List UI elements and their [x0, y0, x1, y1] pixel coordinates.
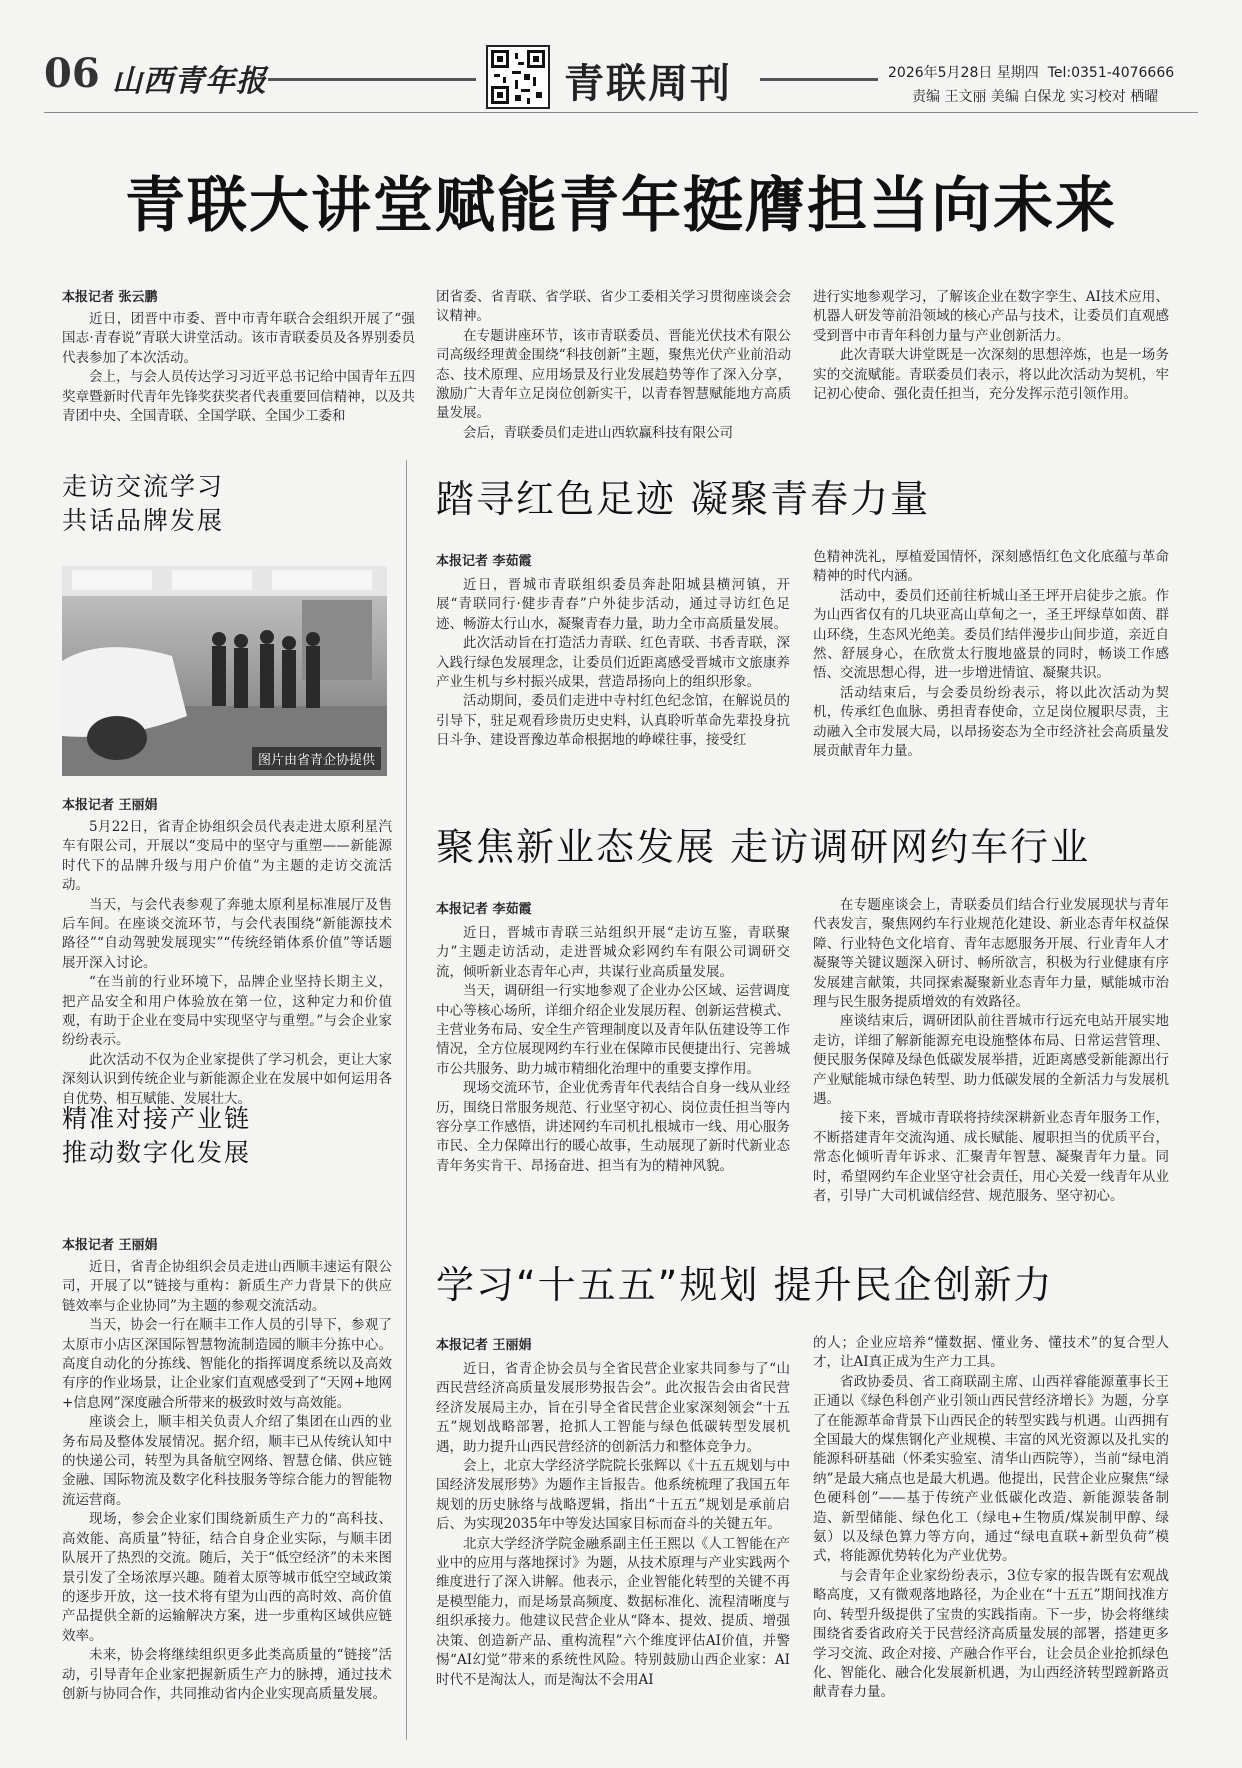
newspaper-logo: 山西青年报 [112, 64, 267, 99]
paragraph: 活动期间，委员们走进中寺村红色纪念馆，在解说员的引导下，驻足观看珍贵历史史料，认真聆听革命先辈投身抗日斗争、建设晋豫边革命根据地的峥嵘往事，接受红 [436, 693, 790, 749]
paragraph: 活动中，委员们还前往析城山圣王坪开启徒步之旅。作为山西省仅有的几块亚高山草甸之一，圣王坪绿草如茵、群山环绕，生态风光绝美。委员们结伴漫步山间步道，亲近自然、舒展身心，在欣赏太行腹地盛景的同时，畅谈工作感悟、交流思想心得，进一步增进情谊、凝聚共识。 [813, 587, 1169, 682]
telephone: Tel:0351-4076666 [1047, 65, 1175, 81]
side2-title [62, 1102, 251, 1170]
paragraph: 此次活动旨在打造活力青联、红色青联、书香青联，深入践行绿色发展理念，让委员们近距离感受晋城市文旅康养产业生机与乡村振兴成果，营造昂扬向上的组织形象。 [436, 635, 790, 691]
paragraph: 此次活动不仅为企业家提供了学习机会，更让大家深刻认识到传统企业与新能源企业在发展中如何运用各自优势、相互赋能、发展壮大。 [62, 1051, 392, 1107]
paragraph: 在专题座谈会上，青联委员们结合行业发展现状与青年代表发言，聚焦网约车行业规范化建设、新业态青年权益保障、行业特色文化培育、青年志愿服务开展、行业青年人才凝聚等关键议题深入研讨、畅所欲言，积极为行业健康有序发展建言献策，共同探索凝聚新业态青年力量，赋能城市治理与民生服务提质增效的有效路径。 [813, 897, 1169, 1011]
paragraph: 近日，晋城市青联组织委员奔赴阳城县横河镇，开展“青联同行·健步青春”户外徒步活动，通过寻访红色足迹、畅游太行山水，凝聚青春力量，助力全市高质量发展。 [436, 577, 790, 632]
paragraph: 近日，省青企协组织会员走进山西顺丰速运有限公司，开展了以“链接与重构：新质生产力背景下的供应链效率与企业协同”为主题的参观交流活动。 [62, 1259, 392, 1314]
paragraph: 与会青年企业家纷纷表示，3位专家的报告既有宏观战略高度，又有微观落地路径，为企业在“十五五”期间找准方向、转型升级提供了宝贵的实践指南。下一步，协会将继续围绕省委省政府关于民营经济高质量发展的部署，搭建更多学习交流、政企对接、产融合作平台，让会员企业抢抓绿色化、智能化、融合化发展新机遇，为山西经济转型蹚新路贡献青春力量。 [813, 1567, 1169, 1701]
paragraph: 近日，省青企协会员与全省民营企业家共同参与了“山西民营经济高质量发展形势报告会”。此次报告会由省民营经济发展局主办，旨在引导全省民营企业家深刻领会“十五五”规划战略部署，抢抓人工智能与绿色低碳转型发展机遇，助力提升山西民营经济的创新活力和整体竞争力。 [436, 1361, 790, 1455]
article3-title: 聚焦新业态发展 走访调研网约车行业 [436, 825, 1091, 869]
paragraph: “在当前的行业环境下，品牌企业坚持长期主义，把产品安全和用户体验放在第一位，这种定力和价值观，有助于企业在变局中实现坚守与重塑。”与会企业家纷纷表示。 [62, 974, 392, 1049]
masthead-divider [44, 112, 1198, 113]
side2-byline: 本报记者 王丽娟 [62, 1238, 158, 1253]
paragraph: 团省委、省青联、省学联、省少工委相关学习贯彻座谈会会议精神。 [436, 289, 791, 325]
paragraph: 未来，协会将继续组织更多此类高质量的“链接”活动，引导青年企业家把握新质生产力的脉搏，通过技术创新与协同合作，共同推动省内企业实现高质量发展。 [62, 1647, 392, 1702]
side2-title-line1: 精准对接产业链 [62, 1104, 252, 1133]
paragraph: 当天，调研组一行实地参观了企业办公区域、运营调度中心等核心场所，详细介绍企业发展历程、创新运营模式、主营业务布局、安全生产管理制度以及青年队伍建设等工作情况，全方位展现网约车行业在保障市民便捷出行、完善城市公共服务、助力城市精细化治理中的重要支撑作用。 [436, 983, 790, 1077]
lead-column-1 [62, 310, 415, 426]
side2-title-line2: 推动数字化发展 [62, 1138, 252, 1167]
paragraph: 现场交流环节，企业优秀青年代表结合自身一线从业经历，围绕日常服务规范、行业坚守初心、岗位责任担当等内容分享工作感悟，讲述网约车司机扎根城市一线、用心服务市民、全力保障出行的暖心故事，生动展现了新时代新业态青年务实肯干、昂扬奋进、担当有为的精神风貌。 [436, 1080, 790, 1174]
article4-title: 学习“十五五”规划 提升民企创新力 [436, 1263, 1054, 1307]
column-divider [406, 460, 407, 1740]
paragraph: 色精神洗礼，厚植爱国情怀，深刻感悟红色文化底蕴与革命精神的时代内涵。 [813, 549, 1169, 585]
side1-title-line2: 共话品牌发展 [62, 506, 225, 535]
masthead-rule-right [760, 78, 878, 81]
editors-credit: 责编 王文丽 美编 白保龙 实习校对 栖曜 [912, 89, 1159, 105]
side2-body [62, 1258, 392, 1704]
paragraph: 此次青联大讲堂既是一次深刻的思想淬炼，也是一场务实的交流赋能。青联委员们表示，将以此次活动为契机，牢记初心使命、强化责任担当，充分发挥示范引领作用。 [813, 347, 1169, 403]
paragraph: 在专题讲座环节，该市青联委员、晋能光伏技术有限公司高级经理黄金围绕“科技创新”主题，聚焦光伏产业前沿动态、技术原理、应用场景及行业发展趋势等作了深入分享，激励广大青年立足岗位创新实干，以青春智慧赋能地方高质量发展。 [436, 327, 791, 422]
paragraph: 座谈结束后，调研团队前往晋城市行远充电站开展实地走访，详细了解新能源充电设施整体布局、日常运营管理、便民服务保障及绿色低碳发展举措，近距离感受新能源出行产业赋能城市绿色转型、助力低碳发展的全新活力与发展机遇。 [813, 1013, 1169, 1108]
article3-byline: 本报记者 李茹霞 [436, 902, 532, 917]
photo-illustration [62, 566, 387, 776]
date-line [888, 62, 1174, 82]
lead-byline: 本报记者 张云鹏 [62, 290, 158, 305]
article2-column-2 [813, 548, 1169, 761]
article4-column-1 [436, 1360, 790, 1690]
paragraph: 会上，北京大学经济学院院长张辉以《十五五规划与中国经济发展形势》为题作主旨报告。他系统梳理了我国五年规划的历史脉络与战略逻辑，指出“十五五”规划是承前启后、为实现2035年中等发达国家目标而奋斗的关键五年。 [436, 1458, 790, 1533]
paragraph: 近日，团晋中市委、晋中市青年联合会组织开展了“强国志·青春说”青联大讲堂活动。该市青联委员及各界别委员代表参加了本次活动。 [62, 311, 415, 366]
masthead-rule-left [268, 78, 476, 81]
paragraph: 北京大学经济学院金融系副主任王熙以《人工智能在产业中的应用与落地探讨》为题，从技术原理与产业实践两个维度进行了深入讲解。他表示，企业智能化转型的关键不再是模型能力，而是场景高频度、数据标准化、流程清晰度与组织承接力。他建议民营企业从“降本、提效、提质、增强决策、创造新产品、重构流程”六个维度评估AI价值，并警惕“AI幻觉”带来的系统性风险。特别鼓励山西企业家：AI时代不是淘汰人，而是淘汰不会用AI [436, 1535, 790, 1688]
article4-byline: 本报记者 王丽娟 [436, 1338, 532, 1353]
side1-title [62, 470, 224, 538]
paragraph: 现场，参会企业家们围绕新质生产力的“高科技、高效能、高质量”特征，结合自身企业实际，与顺丰团队展开了热烈的交流。随后，关于“低空经济”的未来图景引发了全场浓厚兴趣。随着太原等城市低空空域政策的逐步开放，这一技术将有望为山西的高时效、高价值产品提供全新的运输解决方案，进一步重构区域供应链效率。 [62, 1511, 392, 1644]
article2-byline: 本报记者 李茹霞 [436, 554, 532, 569]
qr-code-icon [486, 45, 550, 109]
paragraph: 5月22日，省青企协组织会员代表走进太原利星汽车有限公司，开展以“变局中的坚守与重塑——新能源时代下的品牌升级与用户价值”为主题的走访交流活动。 [62, 819, 392, 894]
car-showroom-photo [62, 566, 387, 776]
issue-date: 2026年5月28日 星期四 [888, 65, 1039, 81]
paragraph: 省政协委员、省工商联副主席、山西祥睿能源董事长王正通以《绿色科创产业引领山西民营经济增长》为题，分享了在能源革命背景下山西民企的转型实践与机遇。山西拥有全国最大的煤焦钢化产业规模、丰富的风光资源以及扎实的能源科研基础（怀柔实验室、清华山西院等），当前“绿电消纳”是最大痛点也是最大机遇。他提出，民营企业应聚焦“绿色硬科创”——基于传统产业低碳化改造、新能源装备制造、新型储能、绿色化工（绿电+生物质/煤炭制甲醇、绿氨）以及绿色算力等方向，通过“绿电直联+新型负荷”模式，将能源优势转化为产业优势。 [813, 1373, 1169, 1565]
paragraph: 当天，协会一行在顺丰工作人员的引导下，参观了太原市小店区深国际智慧物流制造园的顺丰分拣中心。高度自动化的分拣线、智能化的指挥调度系统以及高效有序的作业场景，让企业家们直观感受到了“天网+地网+信息网”深度融合所带来的极致时效与高效能。 [62, 1317, 392, 1411]
side1-title-line1: 走访交流学习 [62, 472, 225, 501]
article2-column-1 [436, 576, 790, 751]
section-name: 青联周刊 [564, 60, 732, 107]
main-headline: 青联大讲堂赋能青年挺膺担当向未来 [125, 171, 1117, 241]
paragraph: 的人；企业应培养“懂数据、懂业务、懂技术”的复合型人才，让AI真正成为生产力工具。 [813, 1335, 1169, 1371]
paragraph: 接下来，晋城市青联将持续深耕新业态青年服务工作，不断搭建青年交流沟通、成长赋能、履职担当的优质平台，常态化倾听青年诉求、汇聚青年智慧、凝聚青年力量。同时，希望网约车企业坚守社会责任，用心关爱一线青年从业者，引导广大司机诚信经营、规范服务、坚守初心。 [813, 1110, 1169, 1205]
lead-column-2 [436, 288, 791, 443]
paragraph: 当天，与会代表参观了奔驰太原利星标准展厅及售后车间。在座谈交流环节，与会代表围绕“新能源技术路径”“自动驾驶发展现实”“传统经销体系价值”等话题展开深入讨论。 [62, 896, 392, 971]
article3-column-2 [813, 896, 1169, 1207]
paragraph: 活动结束后，与会委员纷纷表示，将以此次活动为契机，传承红色血脉、勇担青春使命，立足岗位履职尽责，主动融入全市发展大局，以昂扬姿态为全市经济社会高质量发展贡献青年力量。 [813, 684, 1169, 760]
article4-column-2 [813, 1334, 1169, 1703]
side1-byline: 本报记者 王丽娟 [62, 798, 158, 813]
page-number: 06 [44, 50, 100, 97]
article3-column-1 [436, 924, 790, 1176]
article2-title: 踏寻红色足迹 凝聚青春力量 [436, 477, 931, 521]
side1-body [62, 818, 392, 1109]
paragraph: 会上，与会人员传达学习习近平总书记给中国青年五四奖章暨新时代青年先锋奖获奖者代表重要回信精神，以及共青团中央、全国青联、全国学联、全国少工委和 [62, 369, 415, 425]
lead-column-3 [813, 288, 1169, 404]
paragraph: 近日，晋城市青联三站组织开展“走访互鉴，青联聚力”主题走访活动，走进晋城众彩网约车有限公司调研交流，倾听新业态青年心声，共谋行业高质量发展。 [436, 925, 790, 980]
photo-caption: 图片由省青企协提供 [252, 747, 381, 770]
paragraph: 会后，青联委员们走进山西软赢科技有限公司 [463, 424, 733, 441]
paragraph: 座谈会上，顺丰相关负责人介绍了集团在山西的业务布局及整体发展情况。据介绍，顺丰已从传统认知中的快递公司，转型为具备航空网络、智慧仓储、供应链金融、国际物流及数字化科技服务等综合能力的智能物流运营商。 [62, 1414, 392, 1508]
paragraph: 进行实地参观学习，了解该企业在数字孪生、AI技术应用、机器人研发等前沿领域的核心产品与技术，让委员们直观感受到晋中市青年科创力量与产业创新活力。 [813, 289, 1169, 344]
